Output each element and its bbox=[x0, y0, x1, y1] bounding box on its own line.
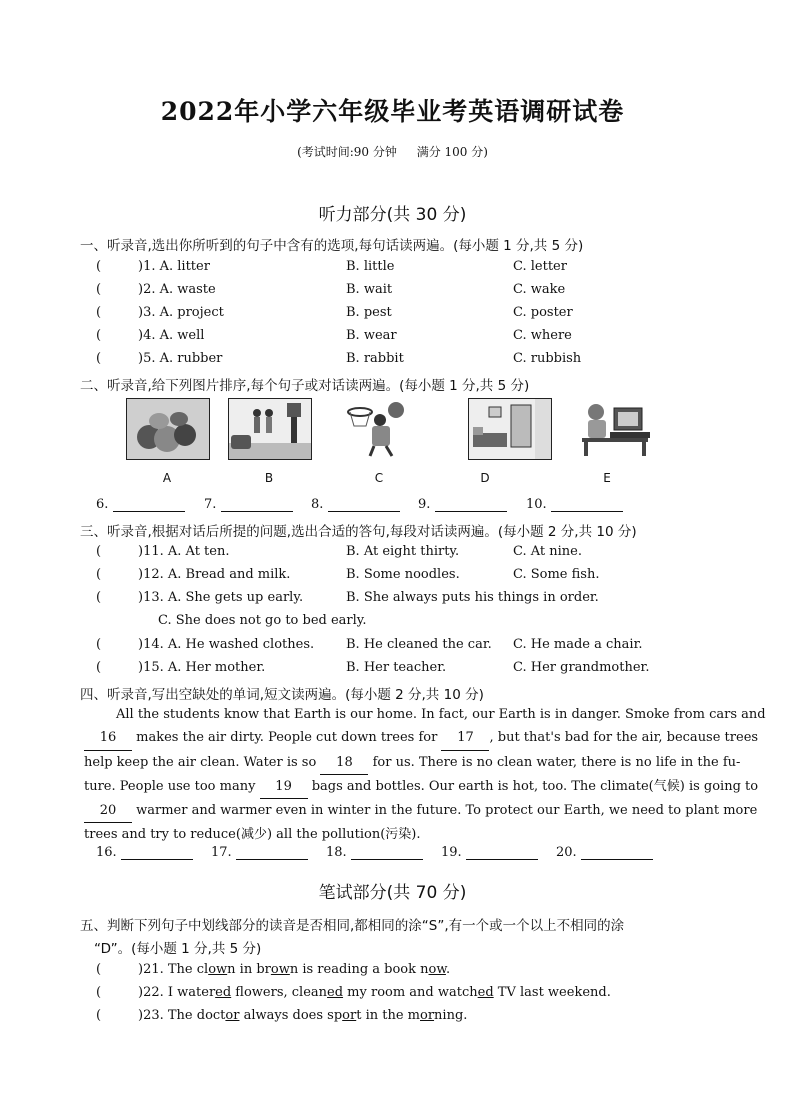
question-row bbox=[96, 567, 716, 585]
underlined-part: ed bbox=[215, 985, 232, 1000]
option-c: C. rubbish bbox=[513, 351, 582, 366]
option-b: B. pest bbox=[346, 305, 392, 320]
answer-paren[interactable]: ( bbox=[96, 985, 102, 1000]
question-row bbox=[96, 259, 716, 277]
answer-paren[interactable]: ( bbox=[96, 259, 102, 274]
judge-row bbox=[96, 962, 716, 980]
writing-part-title: 笔试部分(共 70 分) bbox=[318, 883, 467, 903]
answer-blank[interactable] bbox=[204, 497, 293, 512]
answer-paren[interactable]: ( bbox=[96, 962, 102, 977]
passage-line: 20 warmer and warmer even in winter in the future. To protect our Earth, we need to plant more bbox=[84, 799, 702, 823]
blank-number: 17. bbox=[211, 845, 232, 860]
page-title: 2022年小学六年级毕业考英语调研试卷 bbox=[160, 97, 625, 126]
sentence-text: n is reading a book n bbox=[289, 962, 429, 977]
answer-blank[interactable] bbox=[556, 845, 653, 860]
option-c: C. where bbox=[513, 328, 572, 343]
computer-user-picture-icon bbox=[574, 398, 656, 458]
option-c: C. She does not go to bed early. bbox=[158, 613, 367, 628]
blank-18[interactable]: 18 bbox=[320, 751, 368, 775]
answer-blank[interactable] bbox=[96, 497, 185, 512]
answer-paren[interactable]: ( bbox=[96, 590, 102, 605]
picture-label: E bbox=[603, 471, 611, 485]
option-a: )12. A. Bread and milk. bbox=[138, 567, 291, 582]
listening-part-title: 听力部分(共 30 分) bbox=[318, 205, 467, 225]
street-crossing-picture-icon bbox=[228, 398, 312, 460]
blank-number: 7. bbox=[204, 497, 217, 512]
underlined-part: ow bbox=[428, 962, 446, 977]
sentence-text: flowers, clean bbox=[231, 985, 328, 1000]
answer-paren[interactable]: ( bbox=[96, 567, 102, 582]
question-row bbox=[96, 351, 716, 369]
sentence-text: )23. The doct bbox=[138, 1008, 226, 1023]
sentence-text: )21. The cl bbox=[138, 962, 209, 977]
passage-line: help keep the air clean. Water is so 18 for us. There is no clean water, there is no life in the fu- bbox=[84, 751, 702, 775]
blank-number: 10. bbox=[526, 497, 547, 512]
exam-subtitle bbox=[0, 143, 785, 160]
answer-blank[interactable] bbox=[211, 845, 308, 860]
sentence-text: . bbox=[445, 962, 451, 977]
option-b: B. He cleaned the car. bbox=[346, 637, 492, 652]
sentence bbox=[138, 985, 611, 1000]
passage-line: ture. People use too many 19 bags and bottles. Our earth is hot, too. The climate(气候) is going to bbox=[84, 775, 702, 799]
underlined-part: ow bbox=[270, 962, 290, 977]
sentence-text: )22. I water bbox=[138, 985, 216, 1000]
underlined-part: ed bbox=[327, 985, 344, 1000]
section-4-answer-blanks bbox=[96, 845, 716, 863]
sentence-text: n in br bbox=[227, 962, 271, 977]
option-c: C. Some fish. bbox=[513, 567, 600, 582]
section-5-heading-line2: “D”。(每小题 1 分,共 5 分) bbox=[94, 941, 262, 957]
fruit-picture-icon bbox=[126, 398, 210, 460]
option-c: C. Her grandmother. bbox=[513, 660, 650, 675]
option-b: B. Some noodles. bbox=[346, 567, 460, 582]
question-row bbox=[96, 544, 716, 562]
blank-line bbox=[351, 845, 423, 860]
option-a: )15. A. Her mother. bbox=[138, 660, 266, 675]
underlined-part: or bbox=[225, 1008, 240, 1023]
bedroom-picture-icon bbox=[468, 398, 552, 460]
blank-line bbox=[121, 845, 193, 860]
question-row-13-option-c bbox=[96, 613, 716, 631]
picture-label: D bbox=[480, 471, 490, 485]
answer-paren[interactable]: ( bbox=[96, 660, 102, 675]
blank-number: 20. bbox=[556, 845, 577, 860]
blank-line bbox=[466, 845, 538, 860]
blank-number: 16. bbox=[96, 845, 117, 860]
question-row bbox=[96, 637, 716, 655]
cloze-passage bbox=[84, 703, 766, 847]
sentence-text: t in the m bbox=[356, 1008, 420, 1023]
answer-blank[interactable] bbox=[96, 845, 193, 860]
answer-blank[interactable] bbox=[311, 497, 400, 512]
underlined-part: ow bbox=[208, 962, 228, 977]
option-b: B. At eight thirty. bbox=[346, 544, 460, 559]
blank-line bbox=[221, 497, 293, 512]
answer-paren[interactable]: ( bbox=[96, 637, 102, 652]
blank-line bbox=[435, 497, 507, 512]
section-1-heading: 一、听录音,选出你所听到的句子中含有的选项,每句话读两遍。(每小题 1 分,共 5 分) bbox=[80, 238, 584, 254]
question-row bbox=[96, 328, 716, 346]
blank-17[interactable]: 17 bbox=[441, 726, 489, 750]
option-b: B. little bbox=[346, 259, 395, 274]
blank-number: 19. bbox=[441, 845, 462, 860]
answer-paren[interactable]: ( bbox=[96, 544, 102, 559]
judge-row bbox=[96, 985, 716, 1003]
blank-line bbox=[113, 497, 185, 512]
exam-score: 满分 100 分) bbox=[416, 145, 488, 159]
passage-line: trees and try to reduce(减少) all the pollution(污染). bbox=[84, 827, 421, 843]
picture-label: B bbox=[264, 471, 274, 485]
question-row bbox=[96, 282, 716, 300]
option-b: B. Her teacher. bbox=[346, 660, 447, 675]
blank-line bbox=[236, 845, 308, 860]
section-3-heading: 三、听录音,根据对话后所提的问题,选出合适的答句,每段对话读两遍。(每小题 2 分,共 10 分) bbox=[80, 524, 637, 540]
option-b: B. wear bbox=[346, 328, 397, 343]
answer-paren[interactable]: ( bbox=[96, 1008, 102, 1023]
sentence-text: ning. bbox=[434, 1008, 468, 1023]
sentence bbox=[138, 1008, 467, 1023]
section-2-answer-blanks bbox=[96, 497, 716, 515]
option-c: C. He made a chair. bbox=[513, 637, 643, 652]
blank-number: 8. bbox=[311, 497, 324, 512]
underlined-part: ed bbox=[477, 985, 494, 1000]
option-a: )5. A. rubber bbox=[138, 351, 223, 366]
section-4-heading: 四、听录音,写出空缺处的单词,短文读两遍。(每小题 2 分,共 10 分) bbox=[80, 687, 484, 703]
blank-16[interactable]: 16 bbox=[84, 726, 132, 750]
option-c: C. At nine. bbox=[513, 544, 582, 559]
option-a: )3. A. project bbox=[138, 305, 224, 320]
picture-row bbox=[96, 398, 716, 488]
answer-blank[interactable] bbox=[441, 845, 538, 860]
basketball-player-picture-icon bbox=[338, 398, 420, 458]
sentence-text: TV last weekend. bbox=[493, 985, 611, 1000]
option-b: B. wait bbox=[346, 282, 393, 297]
option-a: )2. A. waste bbox=[138, 282, 216, 297]
option-b: B. rabbit bbox=[346, 351, 404, 366]
blank-number: 6. bbox=[96, 497, 109, 512]
blank-line bbox=[581, 845, 653, 860]
blank-19[interactable]: 19 bbox=[260, 775, 308, 799]
blank-line bbox=[328, 497, 400, 512]
question-row bbox=[96, 305, 716, 323]
option-c: C. wake bbox=[513, 282, 566, 297]
option-a: )14. A. He washed clothes. bbox=[138, 637, 315, 652]
blank-number: 9. bbox=[418, 497, 431, 512]
answer-paren[interactable]: ( bbox=[96, 282, 102, 297]
section-2-heading: 二、听录音,给下列图片排序,每个句子或对话读两遍。(每小题 1 分,共 5 分) bbox=[80, 378, 530, 394]
picture-label: C bbox=[374, 471, 384, 485]
question-row bbox=[96, 590, 716, 608]
answer-paren[interactable]: ( bbox=[96, 328, 102, 343]
option-a: )4. A. well bbox=[138, 328, 205, 343]
answer-paren[interactable]: ( bbox=[96, 351, 102, 366]
sentence-text: my room and watch bbox=[343, 985, 478, 1000]
sentence bbox=[138, 962, 450, 977]
answer-blank[interactable] bbox=[326, 845, 423, 860]
option-a: )13. A. She gets up early. bbox=[138, 590, 304, 605]
option-a: )1. A. litter bbox=[138, 259, 210, 274]
blank-line bbox=[551, 497, 623, 512]
question-row bbox=[96, 660, 716, 678]
passage-line: All the students know that Earth is our home. In fact, our Earth is in danger. Smoke from cars and bbox=[116, 707, 766, 722]
blank-20[interactable]: 20 bbox=[84, 799, 132, 823]
blank-number: 18. bbox=[326, 845, 347, 860]
exam-time: (考试时间:90 分钟 bbox=[297, 145, 397, 159]
sentence-text: always does sp bbox=[239, 1008, 343, 1023]
option-b: B. She always puts his things in order. bbox=[346, 590, 599, 605]
picture-label: A bbox=[162, 471, 172, 485]
judge-row bbox=[96, 1008, 716, 1026]
underlined-part: or bbox=[342, 1008, 357, 1023]
option-c: C. poster bbox=[513, 305, 573, 320]
option-c: C. letter bbox=[513, 259, 567, 274]
answer-paren[interactable]: ( bbox=[96, 305, 102, 320]
answer-blank[interactable] bbox=[418, 497, 507, 512]
option-a: )11. A. At ten. bbox=[138, 544, 230, 559]
underlined-part: or bbox=[420, 1008, 435, 1023]
passage-line: 16 makes the air dirty. People cut down trees for 17 , but that's bad for the air, because trees bbox=[84, 726, 702, 750]
answer-blank[interactable] bbox=[526, 497, 623, 512]
section-5-heading-line1: 五、判断下列句子中划线部分的读音是否相同,都相同的涂“S”,有一个或一个以上不相同的涂 bbox=[80, 918, 625, 934]
